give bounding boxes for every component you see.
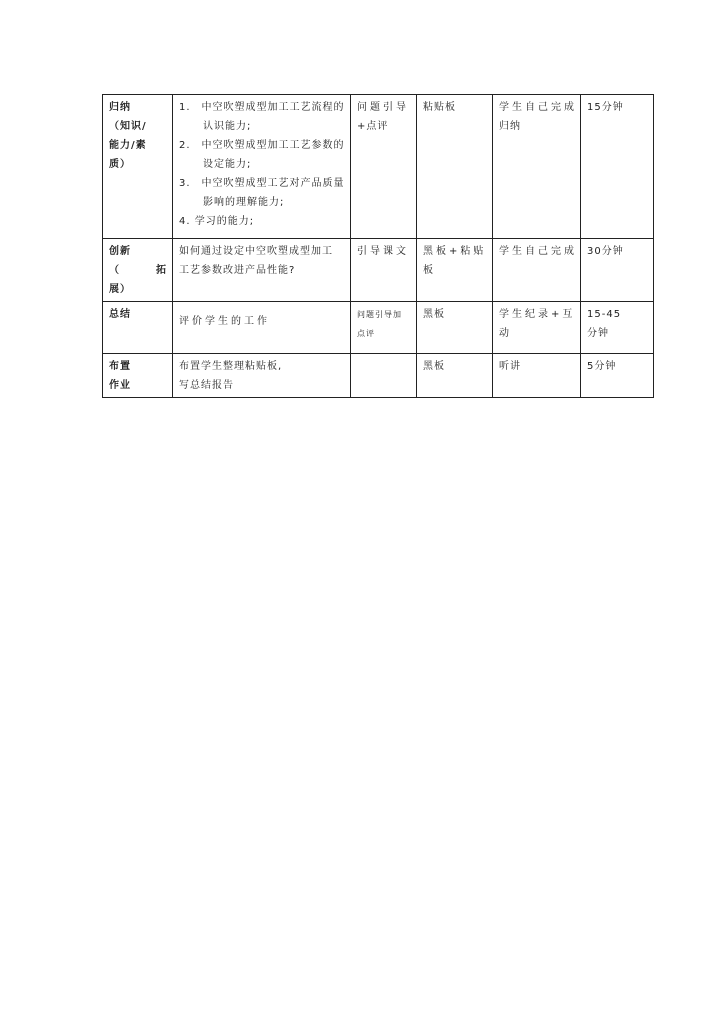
activity-cell bbox=[493, 302, 581, 354]
method-cell bbox=[351, 302, 417, 354]
media-cell bbox=[417, 95, 493, 239]
stage-text: 归纳 bbox=[109, 102, 131, 113]
activity-text: 听讲 bbox=[499, 361, 521, 372]
stage-text: 总结 bbox=[109, 309, 131, 320]
time-text: 15分钟 bbox=[587, 102, 624, 113]
time-text: 30分钟 bbox=[587, 246, 624, 257]
media-cell bbox=[417, 354, 493, 398]
stage-text: 创新 bbox=[109, 246, 131, 257]
content-line: 布置学生整理粘贴板, bbox=[179, 361, 283, 372]
media-cell bbox=[417, 302, 493, 354]
media-text: 黑板 bbox=[423, 361, 445, 372]
content-line: 设定能力; bbox=[203, 159, 252, 170]
content-line: 影响的理解能力; bbox=[203, 197, 285, 208]
activity-text: 学生纪录+互 bbox=[499, 309, 576, 320]
content-line: 3. 中空吹塑成型工艺对产品质量 bbox=[179, 178, 345, 189]
method-text: 点评 bbox=[357, 329, 375, 338]
time-cell bbox=[581, 354, 654, 398]
method-cell bbox=[351, 239, 417, 302]
table-row bbox=[103, 239, 654, 302]
table-row bbox=[103, 95, 654, 239]
content-cell bbox=[173, 354, 351, 398]
activity-text: 动 bbox=[499, 328, 510, 339]
content-line: 2. 中空吹塑成型加工工艺参数的 bbox=[179, 140, 345, 151]
content-line: 写总结报告 bbox=[179, 380, 234, 391]
stage-text: 展） bbox=[109, 284, 131, 295]
activity-cell bbox=[493, 95, 581, 239]
stage-text: 能力/素 bbox=[109, 140, 147, 151]
content-line: 4. 学习的能力; bbox=[179, 216, 255, 227]
stage-text: 作业 bbox=[109, 380, 131, 391]
activity-text: 学生自己完成 bbox=[499, 102, 577, 113]
stage-text: 布置 bbox=[109, 361, 131, 372]
content-line: 1. 中空吹塑成型加工工艺流程的 bbox=[179, 102, 345, 113]
activity-cell bbox=[493, 354, 581, 398]
time-cell bbox=[581, 302, 654, 354]
stage-cell bbox=[103, 302, 173, 354]
method-text: 问题引导加 bbox=[357, 310, 402, 319]
method-text: +点评 bbox=[357, 121, 389, 132]
time-cell bbox=[581, 239, 654, 302]
activity-text: 学生自己完成 bbox=[499, 246, 577, 257]
stage-text: （知识/ bbox=[109, 121, 147, 132]
stage-text: 拓 bbox=[156, 265, 167, 276]
time-cell bbox=[581, 95, 654, 239]
activity-text: 归纳 bbox=[499, 121, 521, 132]
content-line: 评价学生的工作 bbox=[179, 316, 270, 327]
content-cell bbox=[173, 302, 351, 354]
stage-text bbox=[109, 261, 167, 280]
media-cell bbox=[417, 239, 493, 302]
time-text: 15-45 分钟 bbox=[587, 309, 622, 339]
stage-cell bbox=[103, 95, 173, 239]
method-cell bbox=[351, 95, 417, 239]
stage-text: （ bbox=[109, 265, 120, 276]
content-cell bbox=[173, 95, 351, 239]
stage-cell bbox=[103, 354, 173, 398]
media-text: 黑板 bbox=[423, 309, 445, 320]
table-row bbox=[103, 354, 654, 398]
activity-cell bbox=[493, 239, 581, 302]
stage-cell bbox=[103, 239, 173, 302]
media-text: 粘贴板 bbox=[423, 102, 456, 113]
method-text: 引导课文 bbox=[357, 246, 409, 257]
table-row bbox=[103, 302, 654, 354]
stage-text: 质） bbox=[109, 159, 131, 170]
lesson-plan-table bbox=[102, 94, 654, 398]
method-text: 问题引导 bbox=[357, 102, 409, 113]
content-cell bbox=[173, 239, 351, 302]
content-line: 如何通过设定中空吹塑成型加工 bbox=[179, 246, 333, 257]
content-line: 工艺参数改进产品性能? bbox=[179, 265, 296, 276]
media-text: 黑板+粘贴板 bbox=[423, 246, 487, 276]
content-line: 认识能力; bbox=[203, 121, 252, 132]
method-cell bbox=[351, 354, 417, 398]
time-text: 5分钟 bbox=[587, 361, 617, 372]
